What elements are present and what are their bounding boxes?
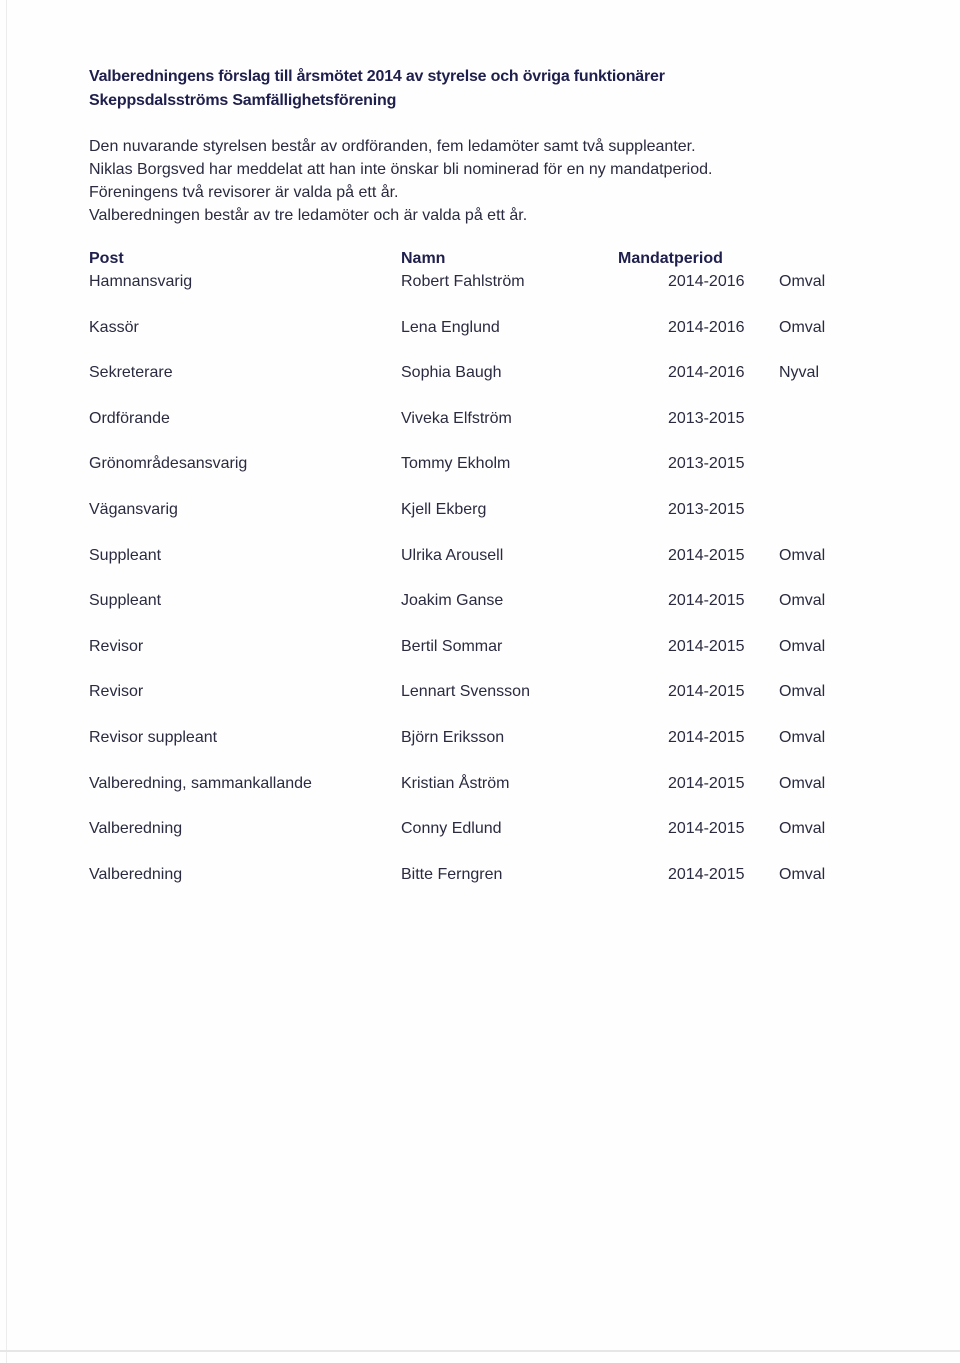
cell-post: Vägansvarig — [89, 500, 178, 518]
cell-namn: Bertil Sommar — [401, 637, 503, 655]
scan-edge-left — [6, 0, 7, 1363]
table-row — [89, 775, 849, 821]
cell-period: 2014-2015 — [668, 728, 745, 746]
cell-namn: Björn Eriksson — [401, 728, 505, 746]
intro-line: Valberedningen består av tre ledamöter och är valda på ett år. — [89, 207, 528, 224]
cell-namn: Kjell Ekberg — [401, 500, 487, 518]
intro-line: Den nuvarande styrelsen består av ordföranden, fem ledamöter samt två suppleanter. — [89, 138, 696, 155]
cell-status: Omval — [779, 728, 826, 746]
cell-post: Revisor — [89, 683, 144, 701]
table-row — [89, 364, 849, 410]
cell-namn: Bitte Ferngren — [401, 865, 503, 883]
cell-status: Omval — [779, 637, 826, 655]
cell-status: Omval — [779, 820, 826, 838]
cell-post: Valberedning, sammankallande — [89, 774, 312, 792]
cell-post: Hamnansvarig — [89, 273, 193, 290]
cell-period: 2014-2015 — [668, 820, 745, 838]
nomination-table — [89, 250, 849, 911]
cell-namn: Robert Fahlström — [401, 273, 525, 290]
cell-post: Revisor suppleant — [89, 728, 218, 746]
table-header — [89, 250, 849, 273]
cell-period: 2013-2015 — [668, 409, 745, 427]
table-row — [89, 683, 849, 729]
cell-period: 2014-2015 — [668, 546, 745, 564]
cell-post: Kassör — [89, 318, 139, 336]
cell-post: Grönområdesansvarig — [89, 455, 248, 473]
cell-period: 2014-2016 — [668, 364, 745, 382]
cell-period: 2014-2015 — [668, 683, 745, 701]
scan-edge-bottom — [0, 1350, 960, 1352]
cell-period: 2014-2015 — [668, 592, 745, 610]
cell-post: Ordförande — [89, 409, 170, 427]
table-row — [89, 273, 849, 319]
cell-status: Omval — [779, 774, 826, 792]
table-row — [89, 501, 849, 547]
cell-status: Omval — [779, 592, 826, 610]
cell-status: Omval — [779, 318, 826, 336]
cell-namn: Sophia Baugh — [401, 364, 502, 382]
table-row — [89, 866, 849, 912]
table-body — [89, 273, 849, 911]
cell-namn: Conny Edlund — [401, 820, 502, 838]
table-row — [89, 638, 849, 684]
cell-namn: Ulrika Arousell — [401, 546, 504, 564]
cell-post: Suppleant — [89, 546, 162, 564]
cell-status: Omval — [779, 546, 826, 564]
cell-status: Omval — [779, 683, 826, 701]
cell-period: 2014-2016 — [668, 273, 745, 290]
intro-paragraph — [89, 135, 889, 227]
table-row — [89, 455, 849, 501]
table-row — [89, 410, 849, 456]
table-row — [89, 319, 849, 365]
cell-status: Nyval — [779, 364, 820, 382]
association-name: Skeppsdalsströms Samfällighetsförening — [89, 92, 397, 109]
cell-post: Suppleant — [89, 592, 162, 610]
intro-line: Niklas Borgsved har meddelat att han inte önskar bli nominerad för en ny mandatperiod. — [89, 161, 713, 178]
cell-period: 2014-2015 — [668, 637, 745, 655]
cell-namn: Joakim Ganse — [401, 592, 504, 610]
intro-line: Föreningens två revisorer är valda på ett år. — [89, 184, 399, 201]
cell-namn: Tommy Ekholm — [401, 455, 511, 473]
table-row — [89, 592, 849, 638]
cell-period: 2013-2015 — [668, 455, 745, 473]
table-row — [89, 729, 849, 775]
header-namn: Namn — [401, 250, 446, 267]
table-row — [89, 820, 849, 866]
cell-post: Sekreterare — [89, 364, 173, 382]
cell-namn: Lena Englund — [401, 318, 500, 336]
table-row — [89, 547, 849, 593]
cell-period: 2013-2015 — [668, 500, 745, 518]
cell-namn: Lennart Svensson — [401, 683, 530, 701]
header-mandatperiod: Mandatperiod — [618, 250, 723, 267]
cell-period: 2014-2015 — [668, 774, 745, 792]
cell-namn: Viveka Elfström — [401, 409, 512, 427]
cell-period: 2014-2016 — [668, 318, 745, 336]
cell-status: Omval — [779, 273, 826, 290]
cell-post: Valberedning — [89, 820, 183, 838]
header-post: Post — [89, 250, 124, 267]
cell-post: Revisor — [89, 637, 144, 655]
document-title: Valberedningens förslag till årsmötet 2014 av styrelse och övriga funktionärer — [89, 68, 665, 85]
cell-post: Valberedning — [89, 865, 183, 883]
cell-status: Omval — [779, 865, 826, 883]
cell-period: 2014-2015 — [668, 865, 745, 883]
cell-namn: Kristian Åström — [401, 774, 510, 792]
